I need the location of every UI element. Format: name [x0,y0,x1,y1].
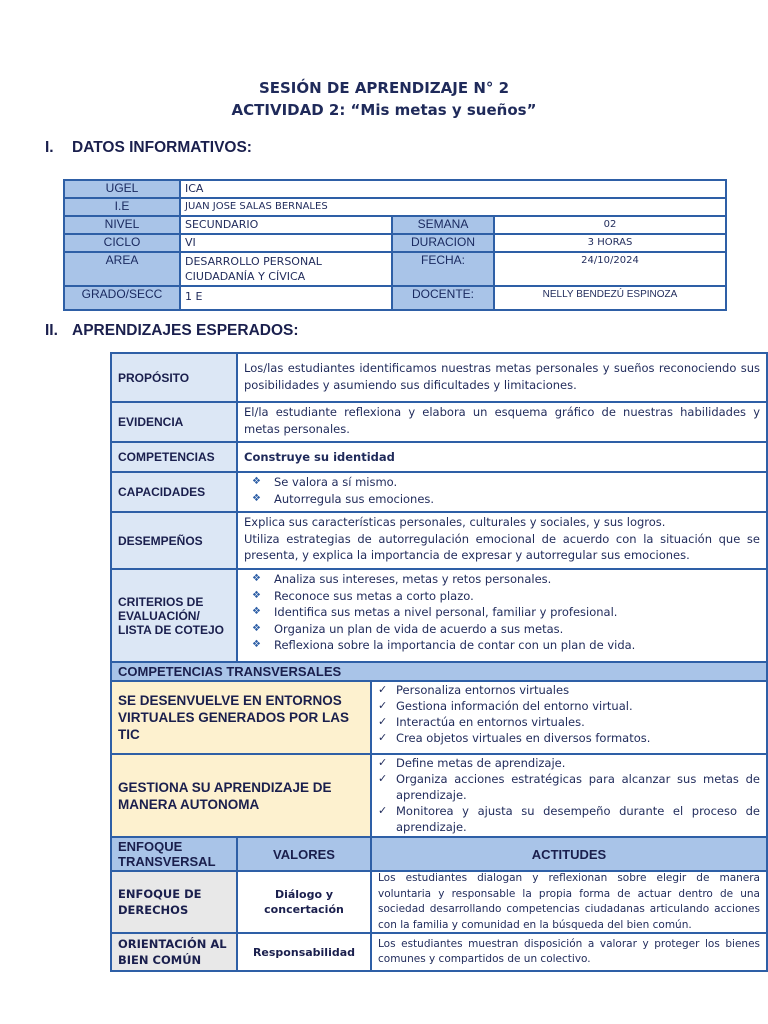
table-row [65,181,725,197]
activity-title: ACTIVIDAD 2: “Mis metas y sueños” [231,101,537,119]
desempenos-label: DESEMPEÑOS [112,513,238,568]
list-item: ✓ Personaliza entornos virtuales [372,682,760,698]
list-item: ❖ Identifica sus metas a nivel personal, familiar y profesional. [244,604,760,621]
gestiona-row [112,753,766,836]
ciclo-label: CICLO [65,235,181,251]
list-item: ❖ Se valora a sí mismo. [244,474,760,491]
area-line-1: DESARROLLO PERSONAL [185,255,322,268]
tic-row [112,680,766,753]
enfoque-row [112,932,766,970]
table-row [65,251,725,285]
desempeno-1: Explica sus características personales, culturales y sociales, y sus logros. [244,515,666,529]
duracion-value: 3 HORAS [495,235,725,251]
list-item: ✓ Organiza acciones estratégicas para alcanzar sus metas de aprendizaje. [372,771,760,803]
evidencia-row [112,401,766,441]
list-item: ❖ Autorregula sus emociones. [244,491,760,508]
ie-value: JUAN JOSE SALAS BERNALES [181,199,725,215]
nivel-label: NIVEL [65,217,181,233]
fecha-value: 24/10/2024 [495,253,725,285]
ugel-label: UGEL [65,181,181,197]
ie-label: I.E [65,199,181,215]
list-item: ✓ Interactúa en entornos virtuales. [372,714,760,730]
enfoque-valor: Diálogo y concertación [238,872,372,932]
capacidades-label: CAPACIDADES [112,473,238,511]
semana-label: SEMANA [393,217,495,233]
enfoque-name: ENFOQUE DE DERECHOS [112,872,238,932]
enfoque-row [112,870,766,932]
gestiona-label: GESTIONA SU APRENDIZAJE DE MANERA AUTONOMA [112,755,372,836]
criterios-label-line: CRITERIOS DE [118,594,204,609]
desempeno-2: Utiliza estrategias de autorregulación emocional de acuerdo con la situación que se presenta, y explica la importancia de expresar y autorregular sus emociones. [244,531,760,562]
evidencia-label: EVIDENCIA [112,403,238,441]
table-row [65,215,725,233]
semana-value: 02 [495,217,725,233]
criterios-label [112,570,238,661]
section-number: II. [45,322,58,339]
docente-value: NELLY BENDEZÚ ESPINOZA [495,287,725,309]
enfoque-valor: Responsabilidad [238,934,372,970]
criterios-label-line: EVALUACIÓN/ [118,608,200,623]
list-item: ❖ Organiza un plan de vida de acuerdo a sus metas. [244,621,760,638]
capacidades-row [112,471,766,511]
valores-header: VALORES [238,838,372,870]
fecha-label: FECHA: [393,253,495,285]
proposito-row [112,354,766,401]
grado-value: 1 E [181,287,393,309]
section-title: APRENDIZAJES ESPERADOS: [72,322,299,339]
nivel-value: SECUNDARIO [181,217,393,233]
proposito-label: PROPÓSITO [112,354,238,401]
competencias-label: COMPETENCIAS [112,443,238,471]
ciclo-value: VI [181,235,393,251]
desempenos-text [238,513,766,568]
capacidades-list [238,473,766,511]
section-aprendizajes-esperados [45,322,299,340]
list-item: ❖ Reconoce sus metas a corto plazo. [244,588,760,605]
area-line-2: CIUDADANÍA Y CÍVICA [185,270,306,283]
enfoque-actitud: Los estudiantes muestran disposición a valorar y proteger los bienes comunes y compartidos de un colectivo. [378,937,760,965]
competencias-row [112,441,766,471]
gestiona-list [372,755,766,836]
enfoque-header: ENFOQUE TRANSVERSAL [112,838,238,870]
table-row [65,197,725,215]
competencias-text: Construye su identidad [244,449,395,464]
section-datos-informativos [45,139,252,157]
list-item: ✓ Gestiona información del entorno virtual. [372,698,760,714]
transversales-header-row [112,661,766,680]
area-label: AREA [65,253,181,285]
list-item: ✓ Monitorea y ajusta su desempeño durante el proceso de aprendizaje. [372,803,760,835]
enfoque-actitud: Los estudiantes dialogan y reflexionan sobre elegir de manera voluntaria y responsable la propia forma de actuar dentro de una sociedad desarrollando competencias ciudadanas articulando acciones con la familia y comunidad en la búsqueda del bien común. [378,872,760,931]
enfoque-header-row [112,836,766,870]
datos-informativos-table [63,179,727,311]
list-item: ✓ Crea objetos virtuales en diversos formatos. [372,730,760,746]
evidencia-text: El/la estudiante reflexiona y elabora un esquema gráfico de nuestras habilidades y metas personales. [244,405,760,436]
section-number: I. [45,139,54,156]
criterios-row [112,568,766,661]
list-item: ❖ Reflexiona sobre la importancia de contar con un plan de vida. [244,637,760,654]
tic-list [372,682,766,753]
actitudes-header: ACTITUDES [372,838,766,870]
enfoque-name: ORIENTACIÓN AL BIEN COMÚN [112,934,238,970]
transversales-header: COMPETENCIAS TRANSVERSALES [112,663,766,680]
ugel-value: ICA [181,181,725,197]
criterios-label-line: LISTA DE COTEJO [118,622,225,637]
section-title: DATOS INFORMATIVOS: [72,139,252,156]
docente-label: DOCENTE: [393,287,495,309]
criterios-list [238,570,766,661]
grado-label: GRADO/SECC [65,287,181,309]
duracion-label: DURACION [393,235,495,251]
tic-label: SE DESENVUELVE EN ENTORNOS VIRTUALES GENERADOS POR LAS TIC [112,682,372,753]
session-title: SESIÓN DE APRENDIZAJE N° 2 [258,79,510,97]
list-item: ❖ Analiza sus intereses, metas y retos personales. [244,571,760,588]
aprendizajes-table [110,352,768,972]
list-item: ✓ Define metas de aprendizaje. [372,755,760,771]
table-row [65,233,725,251]
area-value [181,253,393,285]
table-row [65,285,725,309]
desempenos-row [112,511,766,568]
proposito-text: Los/las estudiantes identificamos nuestras metas personales y sueños reconociendo sus posibilidades y asumiendo sus dificultades y limitaciones. [244,361,760,392]
